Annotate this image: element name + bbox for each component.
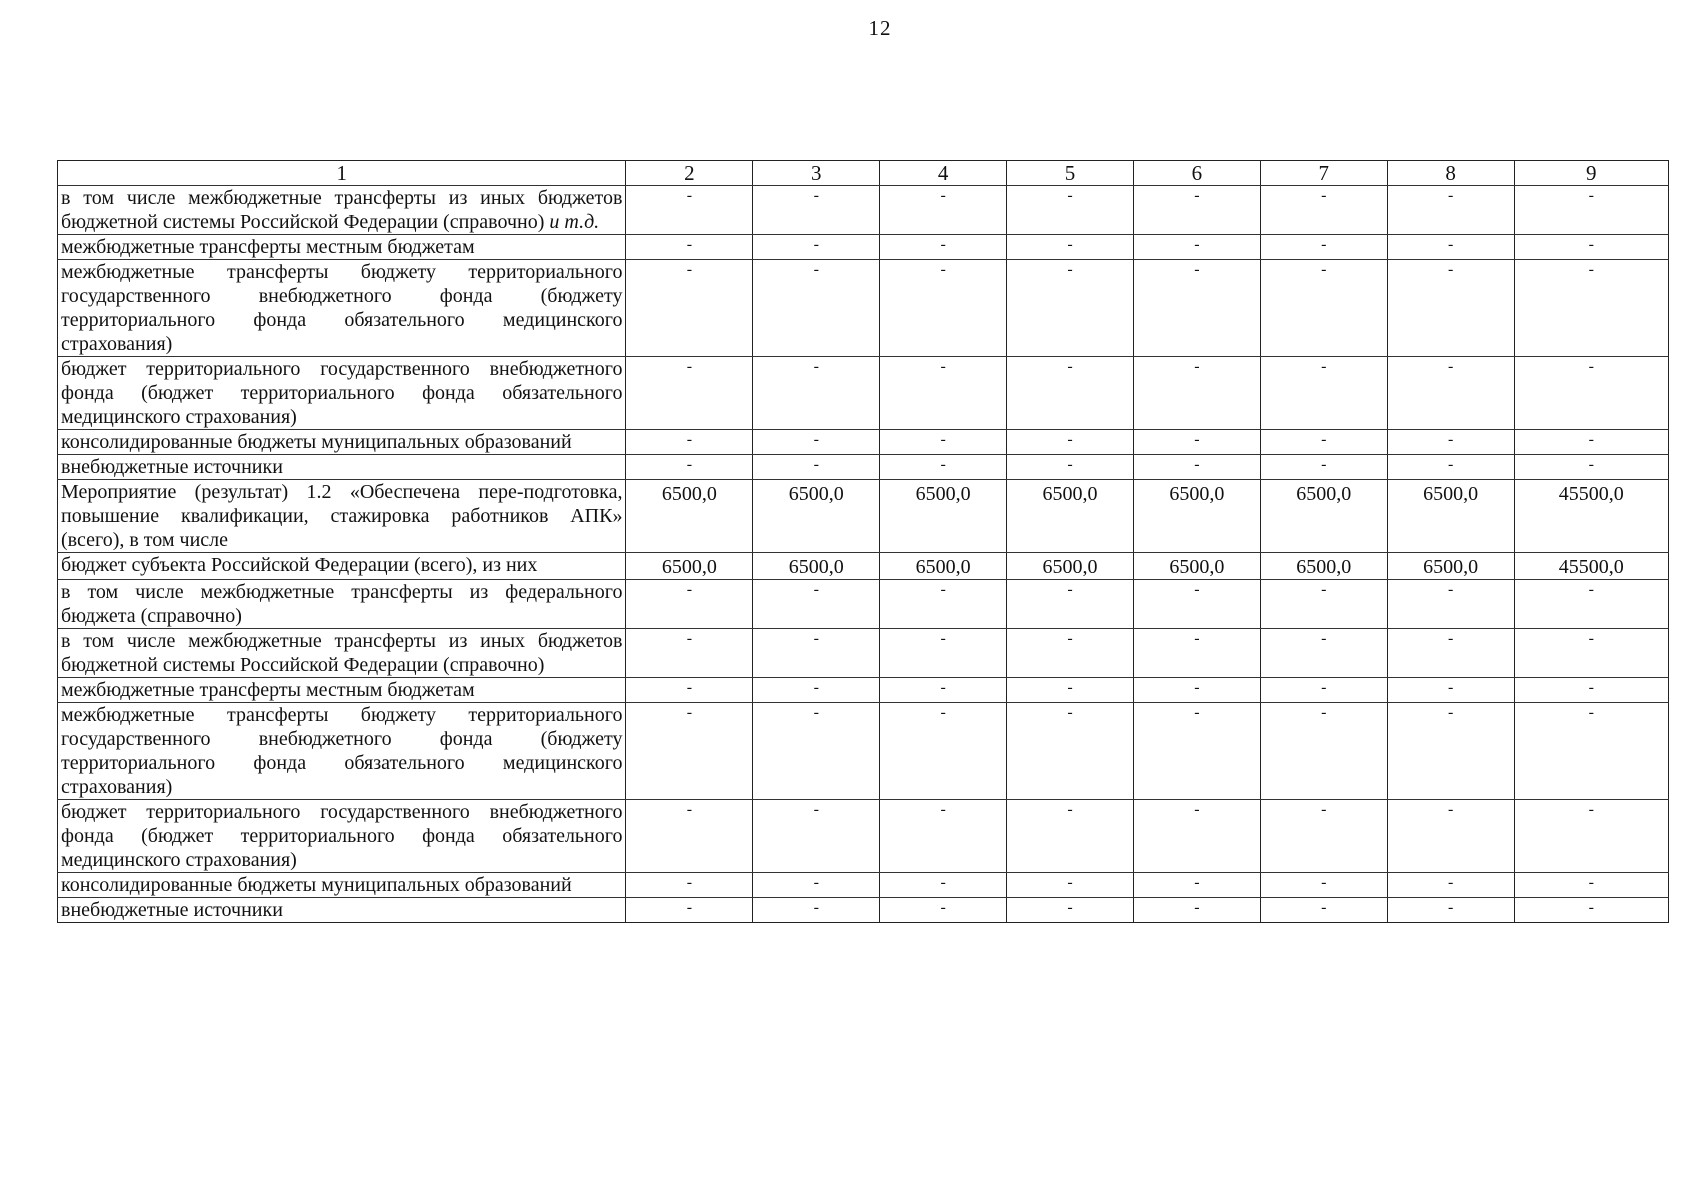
- value-cell: -: [880, 678, 1007, 703]
- row-label: консолидированные бюджеты муниципальных образований: [61, 874, 572, 896]
- value-cell: -: [1133, 800, 1260, 873]
- row-label-cell: [58, 553, 626, 580]
- value-cell: 6500,0: [753, 480, 880, 553]
- value-cell: -: [1007, 800, 1134, 873]
- value-cell: -: [753, 455, 880, 480]
- column-header: 3: [753, 161, 880, 186]
- value-cell: -: [753, 873, 880, 898]
- row-label-cell: [58, 455, 626, 480]
- value-cell: -: [1007, 235, 1134, 260]
- row-label-cell: [58, 186, 626, 235]
- value-cell: -: [1260, 430, 1387, 455]
- value-cell: -: [1007, 873, 1134, 898]
- value-cell: -: [753, 703, 880, 800]
- row-label-cell: [58, 873, 626, 898]
- value-cell: -: [753, 260, 880, 357]
- row-label: межбюджетные трансферты бюджету территориального государственного внебюджетного фонда (бюджету территориального фонда обязательного медицинского страхования): [61, 704, 623, 798]
- column-header: 2: [626, 161, 753, 186]
- column-header: 4: [880, 161, 1007, 186]
- header-row: [58, 161, 1669, 186]
- value-cell: -: [1007, 898, 1134, 923]
- value-cell: -: [1387, 703, 1514, 800]
- value-cell: 45500,0: [1514, 480, 1668, 553]
- value-cell: -: [1260, 186, 1387, 235]
- value-cell: -: [880, 580, 1007, 629]
- row-label: бюджет территориального государственного внебюджетного фонда (бюджет территориального фонда обязательного медицинского страхования): [61, 358, 623, 428]
- table-row: [58, 455, 1669, 480]
- value-cell: -: [1514, 678, 1668, 703]
- value-cell: -: [626, 186, 753, 235]
- value-cell: -: [1387, 800, 1514, 873]
- row-label-cell: [58, 357, 626, 430]
- value-cell: -: [1133, 235, 1260, 260]
- value-cell: -: [1133, 629, 1260, 678]
- value-cell: -: [1133, 873, 1260, 898]
- value-cell: -: [1007, 703, 1134, 800]
- value-cell: -: [626, 800, 753, 873]
- column-header: 9: [1514, 161, 1668, 186]
- value-cell: -: [1260, 898, 1387, 923]
- row-label-cell: [58, 480, 626, 553]
- value-cell: -: [753, 235, 880, 260]
- value-cell: 6500,0: [626, 480, 753, 553]
- value-cell: -: [1133, 580, 1260, 629]
- column-header: 7: [1260, 161, 1387, 186]
- table-row: [58, 260, 1669, 357]
- value-cell: -: [1260, 580, 1387, 629]
- value-cell: -: [1260, 235, 1387, 260]
- value-cell: -: [1514, 235, 1668, 260]
- row-label: Мероприятие (результат) 1.2 «Обеспечена пере-подготовка, повышение квалификации, стажировка работников АПК» (всего), в том числе: [61, 481, 623, 551]
- row-label: внебюджетные источники: [61, 899, 283, 921]
- value-cell: -: [1514, 186, 1668, 235]
- value-cell: -: [880, 357, 1007, 430]
- value-cell: -: [1514, 898, 1668, 923]
- value-cell: -: [1133, 186, 1260, 235]
- value-cell: -: [626, 678, 753, 703]
- row-label: консолидированные бюджеты муниципальных образований: [61, 431, 572, 453]
- value-cell: 6500,0: [1387, 480, 1514, 553]
- value-cell: 6500,0: [753, 553, 880, 580]
- value-cell: -: [1514, 260, 1668, 357]
- table-row: [58, 629, 1669, 678]
- table-row: [58, 580, 1669, 629]
- value-cell: -: [753, 357, 880, 430]
- budget-table: [57, 160, 1669, 923]
- table-body: [58, 186, 1669, 923]
- value-cell: -: [880, 235, 1007, 260]
- value-cell: -: [1260, 678, 1387, 703]
- value-cell: -: [1514, 800, 1668, 873]
- value-cell: 6500,0: [1133, 480, 1260, 553]
- value-cell: -: [1514, 455, 1668, 480]
- value-cell: -: [753, 430, 880, 455]
- value-cell: -: [1133, 703, 1260, 800]
- value-cell: -: [1387, 260, 1514, 357]
- value-cell: -: [880, 629, 1007, 678]
- row-label: межбюджетные трансферты местным бюджетам: [61, 679, 475, 701]
- table-row: [58, 898, 1669, 923]
- value-cell: -: [1387, 678, 1514, 703]
- value-cell: -: [626, 430, 753, 455]
- row-label-cell: [58, 235, 626, 260]
- value-cell: -: [626, 629, 753, 678]
- value-cell: -: [880, 800, 1007, 873]
- value-cell: -: [1387, 629, 1514, 678]
- table-row: [58, 480, 1669, 553]
- value-cell: -: [880, 430, 1007, 455]
- value-cell: -: [1007, 260, 1134, 357]
- value-cell: -: [1387, 186, 1514, 235]
- value-cell: 6500,0: [1133, 553, 1260, 580]
- value-cell: -: [880, 873, 1007, 898]
- value-cell: 45500,0: [1514, 553, 1668, 580]
- row-label: межбюджетные трансферты местным бюджетам: [61, 236, 475, 258]
- column-header: 5: [1007, 161, 1134, 186]
- value-cell: -: [1007, 186, 1134, 235]
- page-number: 12: [868, 16, 892, 40]
- value-cell: 6500,0: [1007, 480, 1134, 553]
- value-cell: -: [1260, 800, 1387, 873]
- row-label-suffix: и т.д.: [544, 211, 600, 233]
- row-label: в том числе межбюджетные трансферты из иных бюджетов бюджетной системы Российской Федерации (справочно): [61, 187, 623, 233]
- value-cell: -: [880, 260, 1007, 357]
- row-label-cell: [58, 800, 626, 873]
- value-cell: -: [626, 873, 753, 898]
- value-cell: -: [1514, 703, 1668, 800]
- table-row: [58, 430, 1669, 455]
- value-cell: -: [1260, 455, 1387, 480]
- value-cell: -: [1387, 357, 1514, 430]
- value-cell: -: [1514, 629, 1668, 678]
- table-row: [58, 357, 1669, 430]
- value-cell: -: [1387, 235, 1514, 260]
- value-cell: 6500,0: [1260, 553, 1387, 580]
- column-header: 6: [1133, 161, 1260, 186]
- value-cell: -: [1133, 455, 1260, 480]
- budget-table-container: [57, 160, 1669, 923]
- value-cell: 6500,0: [880, 480, 1007, 553]
- value-cell: -: [1133, 260, 1260, 357]
- value-cell: -: [626, 580, 753, 629]
- table-row: [58, 800, 1669, 873]
- value-cell: -: [1514, 430, 1668, 455]
- value-cell: -: [753, 186, 880, 235]
- row-label-cell: [58, 678, 626, 703]
- value-cell: -: [1387, 898, 1514, 923]
- table-row: [58, 186, 1669, 235]
- value-cell: -: [1514, 580, 1668, 629]
- value-cell: -: [753, 629, 880, 678]
- value-cell: -: [1260, 260, 1387, 357]
- column-header: 1: [58, 161, 626, 186]
- value-cell: -: [1133, 898, 1260, 923]
- row-label-cell: [58, 430, 626, 455]
- value-cell: -: [1260, 629, 1387, 678]
- value-cell: -: [753, 898, 880, 923]
- value-cell: -: [1007, 678, 1134, 703]
- value-cell: -: [753, 580, 880, 629]
- value-cell: -: [1007, 580, 1134, 629]
- table-row: [58, 553, 1669, 580]
- value-cell: 6500,0: [626, 553, 753, 580]
- value-cell: -: [626, 357, 753, 430]
- value-cell: 6500,0: [1387, 553, 1514, 580]
- value-cell: -: [1387, 580, 1514, 629]
- value-cell: 6500,0: [1260, 480, 1387, 553]
- column-header: 8: [1387, 161, 1514, 186]
- value-cell: -: [626, 260, 753, 357]
- row-label-cell: [58, 703, 626, 800]
- value-cell: -: [626, 703, 753, 800]
- row-label-cell: [58, 629, 626, 678]
- table-row: [58, 703, 1669, 800]
- value-cell: -: [1007, 430, 1134, 455]
- row-label-cell: [58, 898, 626, 923]
- row-label: внебюджетные источники: [61, 456, 283, 478]
- value-cell: -: [880, 455, 1007, 480]
- value-cell: -: [1387, 455, 1514, 480]
- value-cell: -: [1133, 430, 1260, 455]
- table-row: [58, 235, 1669, 260]
- value-cell: -: [626, 898, 753, 923]
- table-row: [58, 678, 1669, 703]
- row-label: в том числе межбюджетные трансферты из иных бюджетов бюджетной системы Российской Федерации (справочно): [61, 630, 623, 676]
- value-cell: -: [1007, 629, 1134, 678]
- value-cell: -: [1260, 703, 1387, 800]
- value-cell: -: [1133, 678, 1260, 703]
- row-label: бюджет субъекта Российской Федерации (всего), из них: [61, 554, 538, 576]
- value-cell: -: [1514, 357, 1668, 430]
- table-row: [58, 873, 1669, 898]
- row-label-cell: [58, 260, 626, 357]
- value-cell: -: [1260, 357, 1387, 430]
- value-cell: -: [626, 455, 753, 480]
- row-label-cell: [58, 580, 626, 629]
- value-cell: -: [1133, 357, 1260, 430]
- value-cell: 6500,0: [1007, 553, 1134, 580]
- value-cell: -: [1007, 455, 1134, 480]
- value-cell: -: [753, 800, 880, 873]
- value-cell: -: [1007, 357, 1134, 430]
- value-cell: -: [1514, 873, 1668, 898]
- value-cell: -: [1260, 873, 1387, 898]
- row-label: межбюджетные трансферты бюджету территориального государственного внебюджетного фонда (бюджету территориального фонда обязательного медицинского страхования): [61, 261, 623, 355]
- value-cell: -: [1387, 430, 1514, 455]
- value-cell: -: [1387, 873, 1514, 898]
- value-cell: -: [626, 235, 753, 260]
- value-cell: 6500,0: [880, 553, 1007, 580]
- row-label: бюджет территориального государственного внебюджетного фонда (бюджет территориального фонда обязательного медицинского страхования): [61, 801, 623, 871]
- value-cell: -: [880, 898, 1007, 923]
- row-label: в том числе межбюджетные трансферты из федерального бюджета (справочно): [61, 581, 623, 627]
- value-cell: -: [880, 703, 1007, 800]
- value-cell: -: [880, 186, 1007, 235]
- value-cell: -: [753, 678, 880, 703]
